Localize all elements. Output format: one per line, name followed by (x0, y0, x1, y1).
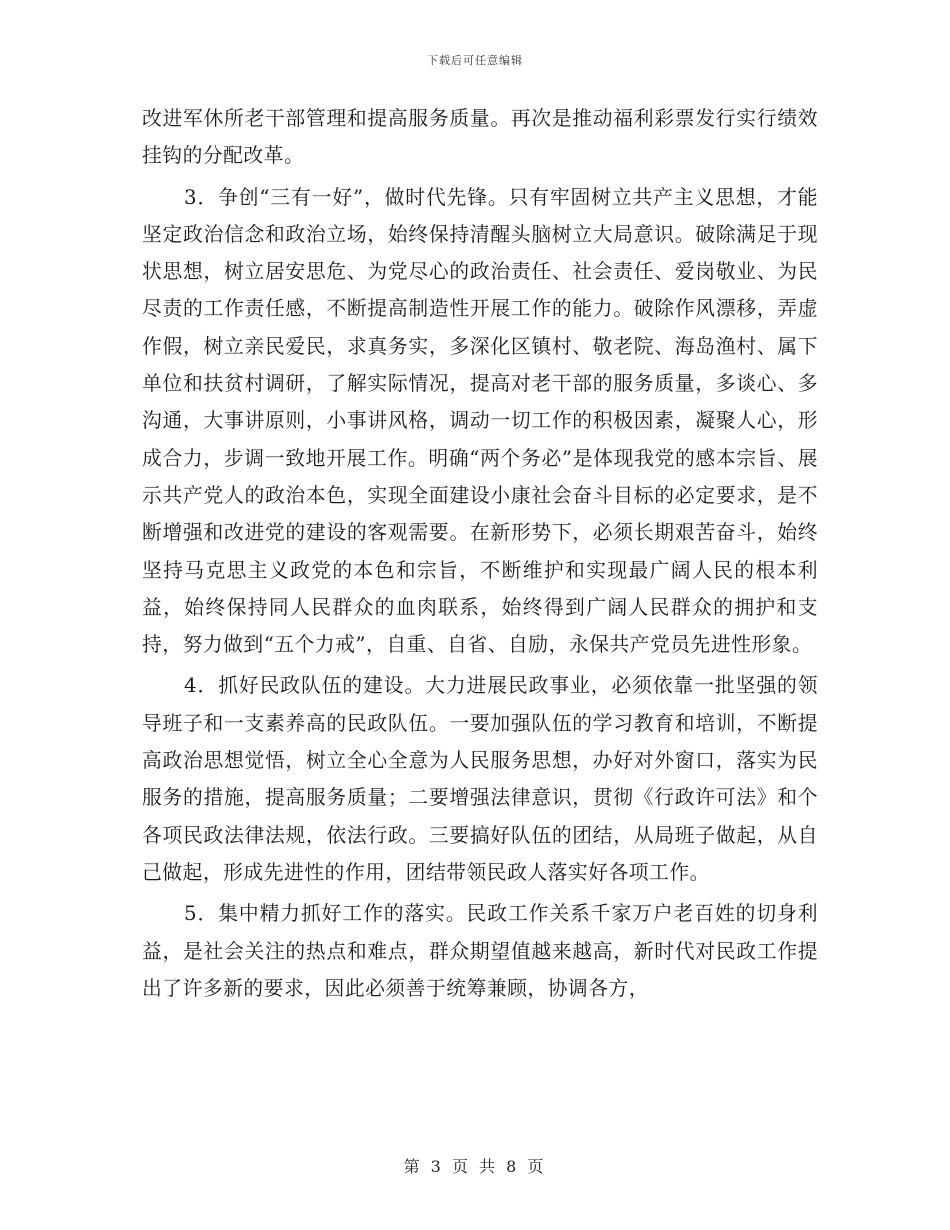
paragraph-continuation: 改进军休所老干部管理和提高服务质量。再次是推动福利彩票发行实行绩效挂钩的分配改革。 (142, 107, 818, 168)
page-number: 第 3 页 共 8 页 (403, 1157, 547, 1176)
paragraph-item-3: 3．争创“三有一好”，做时代先锋。只有牢固树立共产主义思想，才能坚定政治信念和政治立场，始终保持清醒头脑树立大局意识。破除满足于现状思想，树立居安思危、为党尽心的政治责任、社会责任、爱岗敬业、为民尽责的工作责任感，不断提高制造性开展工作的能力。破除作风漂移，弄虚作假，树立亲民爱民，求真务实，多深化区镇村、敬老院、海岛渔村、属下单位和扶贫村调研，了解实际情况，提高对老干部的服务质量，多谈心、多沟通，大事讲原则，小事讲风格，调动一切工作的积极因素，凝聚人心，形成合力，步调一致地开展工作。明确“两个务必”是体现我党的感本宗旨、展示共产党人的政治本色，实现全面建设小康社会奋斗目标的必定要求，是不断增强和改进党的建设的客观需要。在新形势下，必须长期艰苦奋斗，始终坚持马克思主义政党的本色和宗旨，不断维护和实现最广阔人民的根本利益，始终保持同人民群众的血肉联系，始终得到广阔人民群众的拥护和支持，努力做到“五个力戒”，自重、自省、自励，永保共产党员先进性形象。 (142, 185, 818, 657)
paragraph-item-4: 4．抓好民政队伍的建设。大力进展民政事业，必须依靠一批坚强的领导班子和一支素养高的民政队伍。一要加强队伍的学习教育和培训，不断提高政治思想觉悟，树立全心全意为人民服务思想，办好对外窗口，落实为民服务的措施，提高服务质量；二要增强法律意识，贯彻《行政许可法》和个各项民政法律法规，依法行政。三要搞好队伍的团结，从局班子做起，从自己做起，形成先进性的作用，团结带领民政人落实好各项工作。 (142, 674, 818, 884)
document-body (142, 100, 818, 1007)
paragraph-item-5: 5．集中精力抓好工作的落实。民政工作关系千家万户老百姓的切身利益，是社会关注的热点和难点，群众期望值越来越高，新时代对民政工作提出了许多新的要求，因此必须善于统筹兼顾，协调各方， (142, 902, 818, 1000)
page-header-note: 下载后可任意编辑 (427, 54, 523, 67)
